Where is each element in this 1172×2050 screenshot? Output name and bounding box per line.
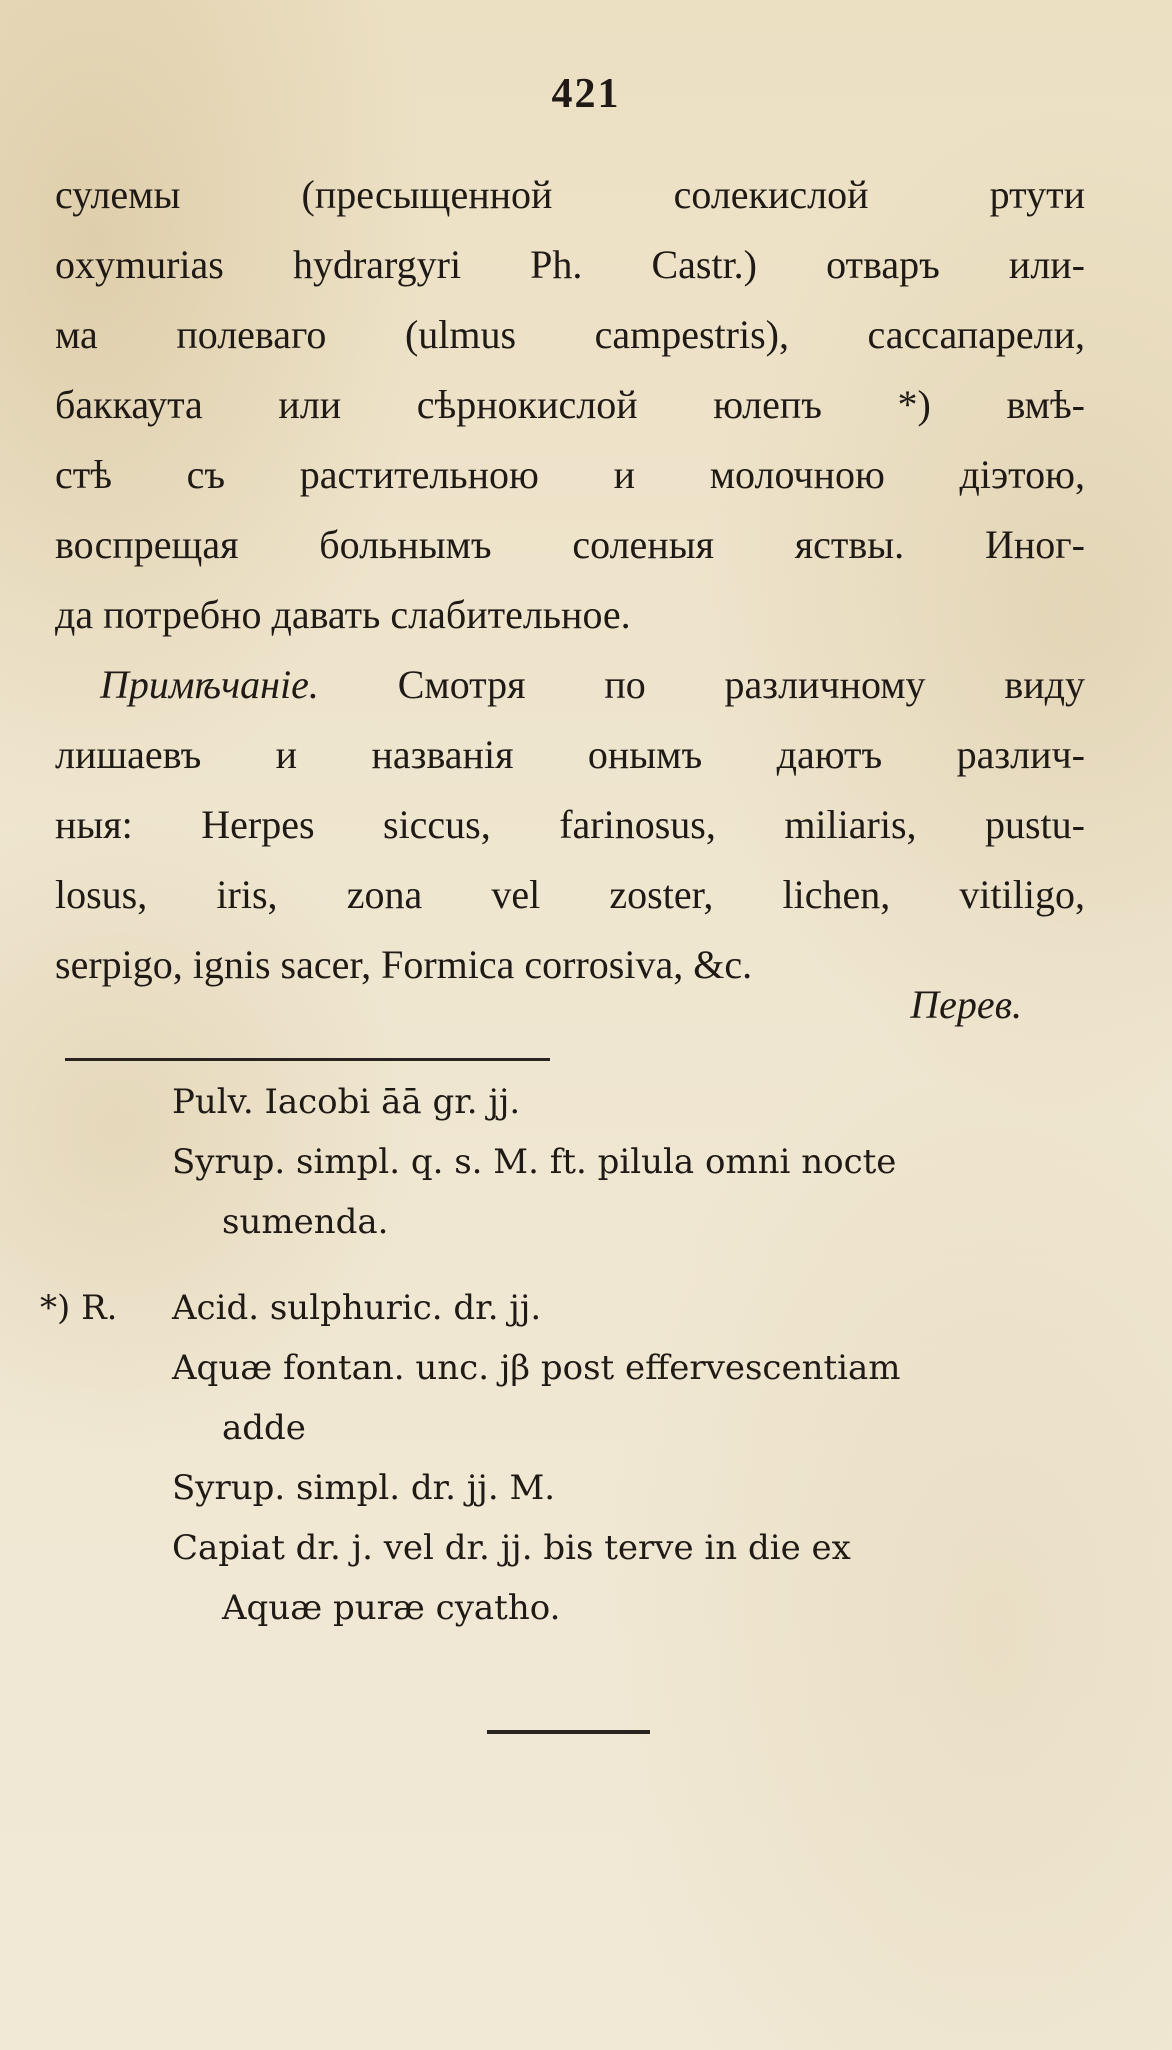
page-number: 421 (551, 71, 621, 117)
text-line: сулемы (пресыщенной солекислой ртути (55, 172, 1085, 217)
translator-signature: Перев. (910, 982, 1022, 1027)
footnote-line: Syrup. simpl. q. s. M. ft. pilula omni nocte (172, 1142, 897, 1182)
text-line: баккаута или сѣрнокислой юлепъ *) вмѣ- (55, 382, 1085, 427)
footnote-line: Syrup. simpl. dr. jj. M. (172, 1468, 556, 1508)
text-line: стѣ съ растительною и молочною діэтою, (55, 452, 1085, 497)
note-line: лишаевъ и названія онымъ даютъ различ- (55, 732, 1085, 777)
note-line: ныя: Herpes siccus, farinosus, miliaris, pustu- (55, 802, 1085, 847)
footnote-line: Aquæ fontan. unc. jβ post effervescentiam (172, 1348, 901, 1388)
footnote-separator-rule (65, 1058, 550, 1061)
footnote-marker: *) R. (40, 1288, 118, 1328)
end-rule (487, 1730, 650, 1734)
main-text-block (55, 160, 1085, 1000)
footnote-first-line (40, 1278, 1085, 1338)
footnote-line: adde (222, 1408, 306, 1448)
note-label: Примѣчаніе. (100, 662, 319, 707)
text-line: да потребно давать слабительное. (55, 592, 631, 637)
footnote-line: sumenda. (222, 1202, 389, 1242)
note-first-line (55, 650, 1085, 720)
footnote-line: Aquæ puræ cyatho. (222, 1588, 561, 1628)
footnote-line: Capiat dr. j. vel dr. jj. bis terve in die ex (172, 1528, 851, 1568)
note-line: serpigo, ignis sacer, Formica corrosiva, &c. (55, 942, 753, 987)
footnote-line-text: Acid. sulphuric. dr. jj. (172, 1288, 542, 1328)
note-line: losus, iris, zona vel zoster, lichen, vitiligo, (55, 872, 1085, 917)
footnote-2 (40, 1278, 1085, 1638)
footnote-1 (40, 1072, 1085, 1252)
text-line: oxymurias hydrargyri Ph. Castr.) отваръ или- (55, 242, 1085, 287)
text-line: воспрещая больнымъ соленыя яствы. Иног- (55, 522, 1085, 567)
note-first-rest: Смотря по различному виду (318, 662, 1085, 707)
text-line: ма полеваго (ulmus campestris), сассапарели, (55, 312, 1085, 357)
footnote-line: Pulv. Iacobi āā gr. jj. (172, 1082, 521, 1122)
